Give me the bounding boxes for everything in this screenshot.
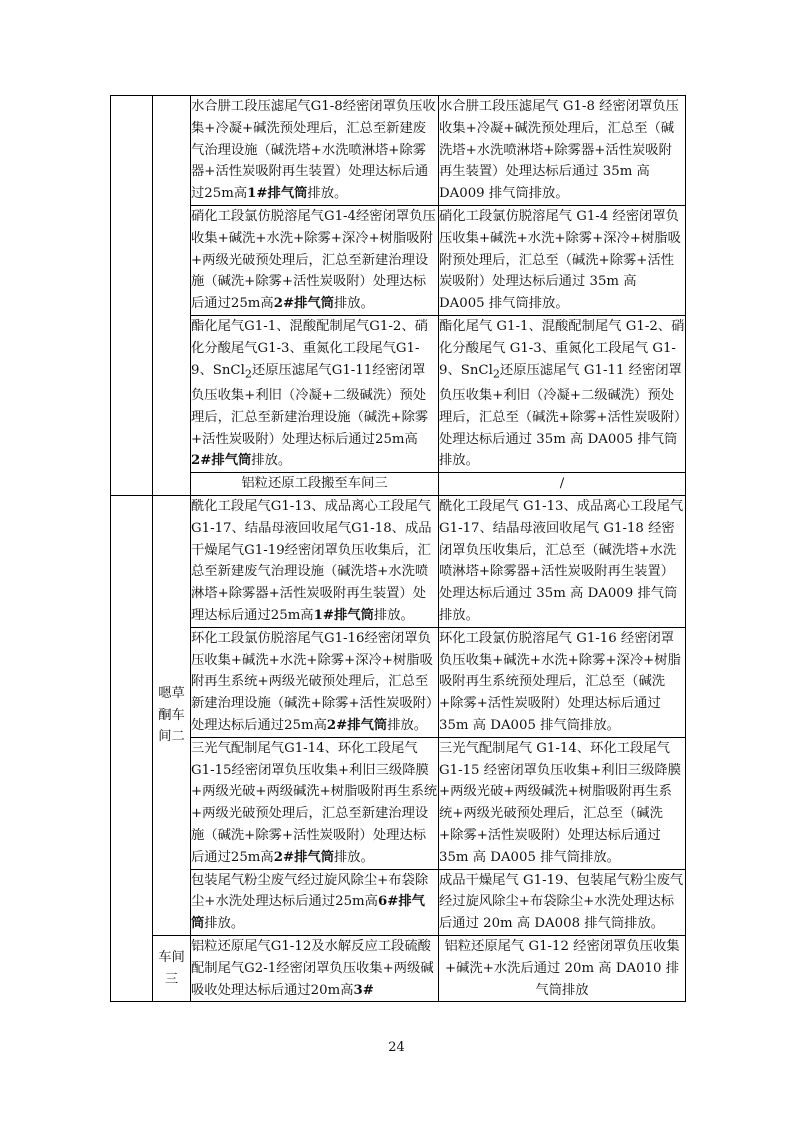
table-row bbox=[111, 627, 686, 737]
table-row bbox=[111, 96, 686, 206]
current-measure-cell: 环化工段氯仿脱溶尾气G1-16经密闭罩负压收集+碱洗+水洗+除雾+深冷+树脂吸附再生系统+两级光破预处理后，汇总至新建治理设施（碱洗+除雾+活性炭吸附）处理达标后通过25m高2#排气筒排放。 bbox=[191, 627, 439, 737]
current-measure-cell: 水合肼工段压滤尾气G1-8经密闭罩负压收集+冷凝+碱洗预处理后，汇总至新建废气治理设施（碱洗塔+水洗喷淋塔+除雾器+活性炭吸附再生装置）处理达标后通过25m高1#排气筒排放。 bbox=[191, 96, 439, 206]
table-row bbox=[111, 737, 686, 869]
current-measure-cell: 铝粒还原工段搬至车间三 bbox=[191, 473, 439, 496]
revised-measure-cell: 酰化工段尾气 G1-13、成品离心工段尾气 G1-17、结晶母液回收尾气 G1-18 经密闭罩负压收集后，汇总至（碱洗塔+水洗喷淋塔+除雾器+活性炭吸附再生装置）处理达标后通过 35m 高 DA009 排气筒排放。 bbox=[439, 496, 686, 628]
table-row bbox=[111, 473, 686, 496]
section-label-cell: 车间三 bbox=[153, 935, 191, 1001]
revised-measure-cell: 水合肼工段压滤尾气 G1-8 经密闭罩负压收集+冷凝+碱洗预处理后，汇总至（碱洗塔+水洗喷淋塔+除雾器+活性炭吸附再生装置）处理达标后通过 35m 高 DA009 排气筒排放。 bbox=[439, 96, 686, 206]
table-row bbox=[111, 205, 686, 315]
section-cell bbox=[153, 96, 191, 496]
revised-measure-cell: 成品干燥尾气 G1-19、包装尾气粉尘废气经过旋风除尘+布袋除尘+水洗处理达标后通过 20m 高 DA008 排气筒排放。 bbox=[439, 869, 686, 935]
table-row bbox=[111, 496, 686, 628]
revised-measure-cell: 环化工段氯仿脱溶尾气 G1-16 经密闭罩负压收集+碱洗+水洗+除雾+深冷+树脂吸附再生系统预处理后，汇总至（碱洗+除雾+活性炭吸附）处理达标后通过 35m 高 DA005 排气筒排放。 bbox=[439, 627, 686, 737]
current-measure-cell: 三光气配制尾气G1-14、环化工段尾气G1-15经密闭罩负压收集+利旧三级降膜+两级光破+两级碱洗+树脂吸附再生系统+两级光破预处理后，汇总至新建治理设施（碱洗+除雾+活性炭吸附）处理达标后通过25m高2#排气筒排放。 bbox=[191, 737, 439, 869]
revised-measure-cell: / bbox=[439, 473, 686, 496]
section-label-cell: 嗯草酮车间二 bbox=[153, 496, 191, 936]
revised-measure-cell: 硝化工段氯仿脱溶尾气 G1-4 经密闭罩负压收集+碱洗+水洗+除雾+深冷+树脂吸附预处理后，汇总至（碱洗+除雾+活性炭吸附）处理达标后通过 35m 高 DA005 排气筒排放。 bbox=[439, 205, 686, 315]
revised-measure-cell: 三光气配制尾气 G1-14、环化工段尾气 G1-15 经密闭罩负压收集+利旧三级降膜+两级光破+两级碱洗+树脂吸附再生系统+两级光破预处理后，汇总至（碱洗+除雾+活性炭吸附）处理达标后通过 35m 高 DA005 排气筒排放。 bbox=[439, 737, 686, 869]
current-measure-cell: 酯化尾气G1-1、混酸配制尾气G1-2、硝化分酸尾气G1-3、重氮化工段尾气G1-9、SnCl$_2$还原压滤尾气G1-11经密闭罩负压收集+利旧（冷凝+二级碱洗）预处理后，汇总至新建治理设施（碱洗+除雾+活性炭吸附）处理达标后通过25m高2#排气筒排放。 bbox=[191, 315, 439, 472]
revised-measure-cell: 铝粒还原尾气 G1-12 经密闭罩负压收集+碱洗+水洗后通过 20m 高 DA010 排气筒排放 bbox=[439, 935, 686, 1001]
section-cell-outer bbox=[111, 96, 153, 496]
table-row bbox=[111, 869, 686, 935]
current-measure-cell: 酰化工段尾气G1-13、成品离心工段尾气G1-17、结晶母液回收尾气G1-18、成品干燥尾气G1-19经密闭罩负压收集后，汇总至新建废气治理设施（碱洗塔+水洗喷淋塔+除雾器+活性炭吸附再生装置）处理达标后通过25m高1#排气筒排放。 bbox=[191, 496, 439, 628]
current-measure-cell: 包装尾气粉尘废气经过旋风除尘+布袋除尘+水洗处理达标后通过25m高6#排气筒排放。 bbox=[191, 869, 439, 935]
current-measure-cell: 硝化工段氯仿脱溶尾气G1-4经密闭罩负压收集+碱洗+水洗+除雾+深冷+树脂吸附+两级光破预处理后，汇总至新建治理设施（碱洗+除雾+活性炭吸附）处理达标后通过25m高2#排气筒排放。 bbox=[191, 205, 439, 315]
table-row bbox=[111, 315, 686, 472]
table-row bbox=[111, 935, 686, 1001]
emission-comparison-table bbox=[110, 95, 686, 1002]
section-cell-outer bbox=[111, 496, 153, 1002]
current-measure-cell: 铝粒还原尾气G1-12及水解反应工段硫酸配制尾气G2-1经密闭罩负压收集+两级碱吸收处理达标后通过20m高3# bbox=[191, 935, 439, 1001]
revised-measure-cell: 酯化尾气 G1-1、混酸配制尾气 G1-2、硝化分酸尾气 G1-3、重氮化工段尾气 G1-9、SnCl$_2$还原压滤尾气 G1-11 经密闭罩负压收集+利旧（冷凝+二级碱洗）预处理后，汇总至（碱洗+除雾+活性炭吸附）处理达标后通过 35m 高 DA005 排气筒排放。 bbox=[439, 315, 686, 472]
page-number: 24 bbox=[388, 1040, 405, 1055]
